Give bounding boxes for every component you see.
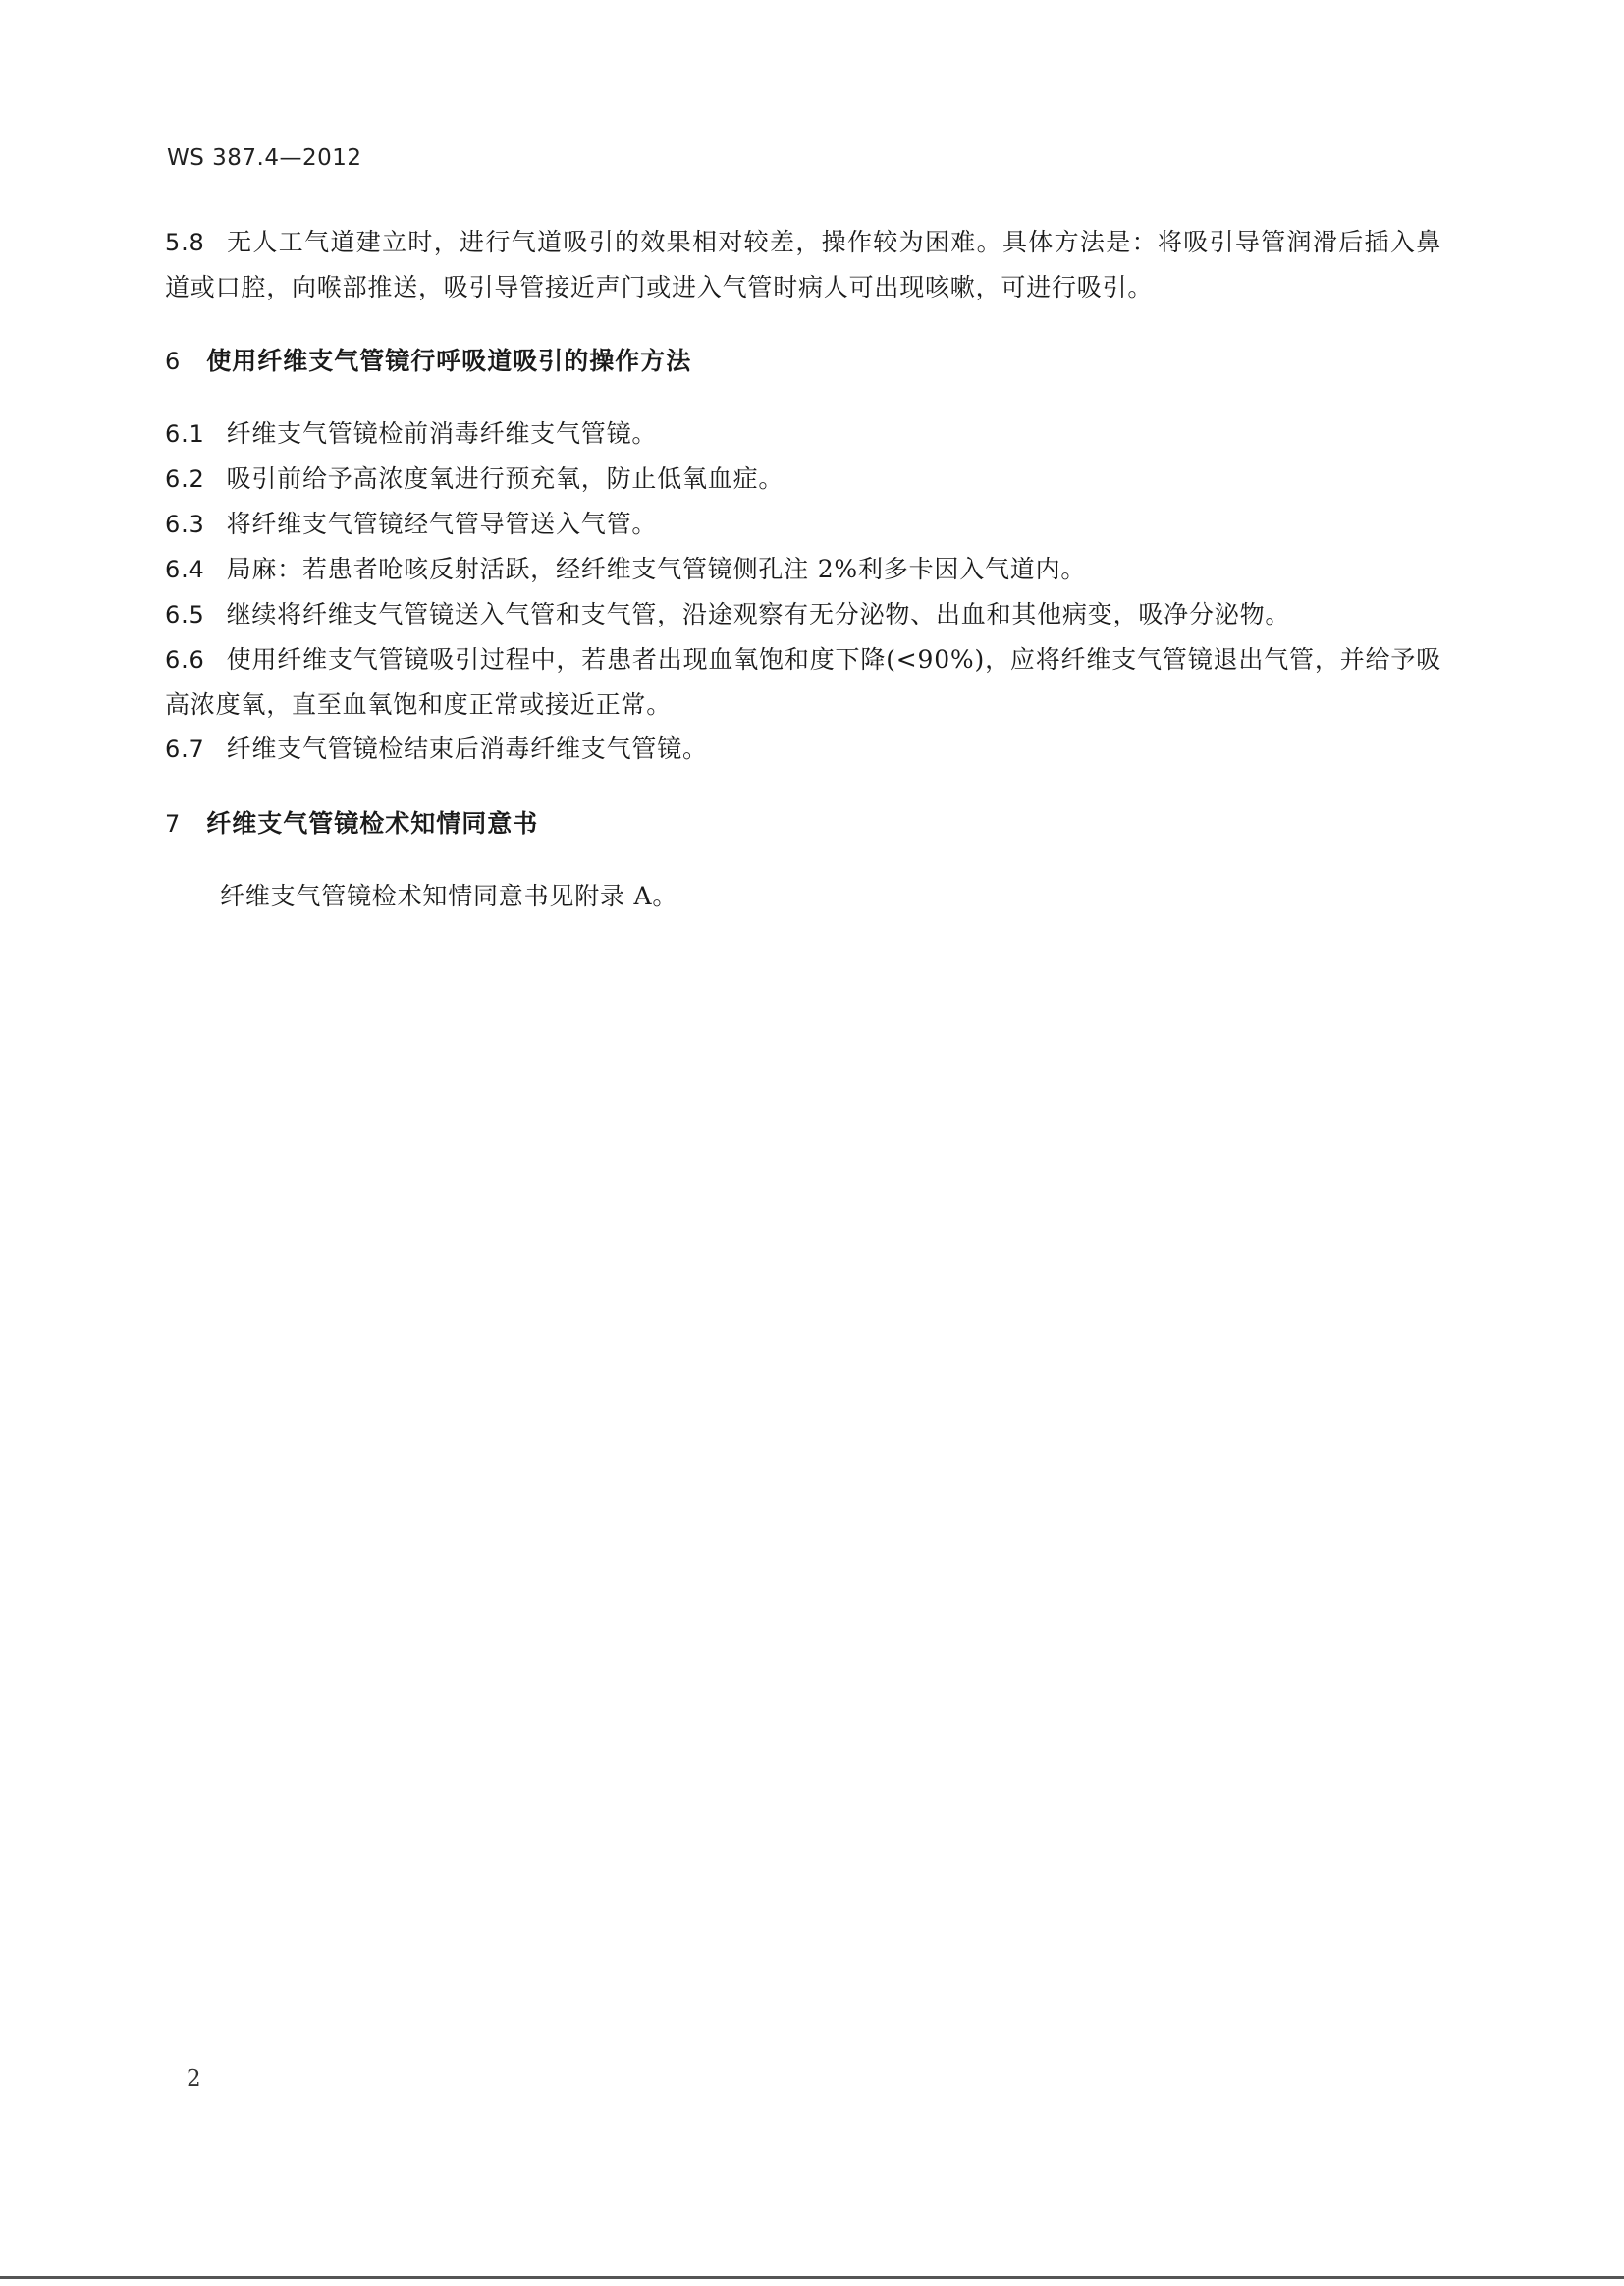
clause-number: 6.6 <box>165 646 205 674</box>
clause-text: 纤维支气管镜检结束后消毒纤维支气管镜。 <box>226 735 708 763</box>
clause-number: 5.8 <box>165 229 205 256</box>
clause-6-2 <box>165 457 1441 502</box>
section-title: 使用纤维支气管镜行呼吸道吸引的操作方法 <box>206 347 692 375</box>
clause-text: 无人工气道建立时，进行气道吸引的效果相对较差，操作较为困难。具体方法是：将吸引导管润滑后插入鼻道或口腔，向喉部推送，吸引导管接近声门或进入气管时病人可出现咳嗽，可进行吸引。 <box>165 228 1441 301</box>
clause-6-5 <box>165 592 1441 637</box>
page-number: 2 <box>187 2066 201 2092</box>
section-title: 纤维支气管镜检术知情同意书 <box>206 809 539 838</box>
clause-number: 6.4 <box>165 556 205 583</box>
clause-6-6 <box>165 637 1441 727</box>
clause-5-8 <box>165 220 1441 309</box>
clause-6-1 <box>165 411 1441 457</box>
clause-6-3 <box>165 502 1441 547</box>
clause-text: 纤维支气管镜检前消毒纤维支气管镜。 <box>226 419 658 448</box>
section-number: 7 <box>165 810 182 838</box>
section-heading-7 <box>165 801 1441 846</box>
section-7-body <box>165 874 1441 918</box>
page-bottom-edge <box>0 2276 1624 2279</box>
clause-text: 继续将纤维支气管镜送入气管和支气管，沿途观察有无分泌物、出血和其他病变，吸净分泌物。 <box>226 600 1291 628</box>
clause-text: 使用纤维支气管镜吸引过程中，若患者出现血氧饱和度下降(<90%)，应将纤维支气管镜退出气管，并给予吸高浓度氧，直至血氧饱和度正常或接近正常。 <box>165 645 1441 719</box>
clause-text: 吸引前给予高浓度氧进行预充氧，防止低氧血症。 <box>226 464 785 493</box>
clause-number: 6.3 <box>165 511 205 538</box>
document-body <box>165 220 1441 918</box>
clause-text: 纤维支气管镜检术知情同意书见附录 A。 <box>220 882 678 910</box>
clause-text: 将纤维支气管镜经气管导管送入气管。 <box>226 510 658 538</box>
clause-number: 6.2 <box>165 465 205 493</box>
document-code-header: WS 387.4—2012 <box>167 145 362 171</box>
clause-number: 6.1 <box>165 420 205 448</box>
section-heading-6 <box>165 339 1441 384</box>
section-number: 6 <box>165 348 182 375</box>
clause-text: 局麻：若患者呛咳反射活跃，经纤维支气管镜侧孔注 2%利多卡因入气道内。 <box>226 555 1087 583</box>
clause-number: 6.5 <box>165 601 205 628</box>
clause-6-7 <box>165 727 1441 772</box>
clause-number: 6.7 <box>165 735 205 763</box>
clause-6-4 <box>165 547 1441 592</box>
